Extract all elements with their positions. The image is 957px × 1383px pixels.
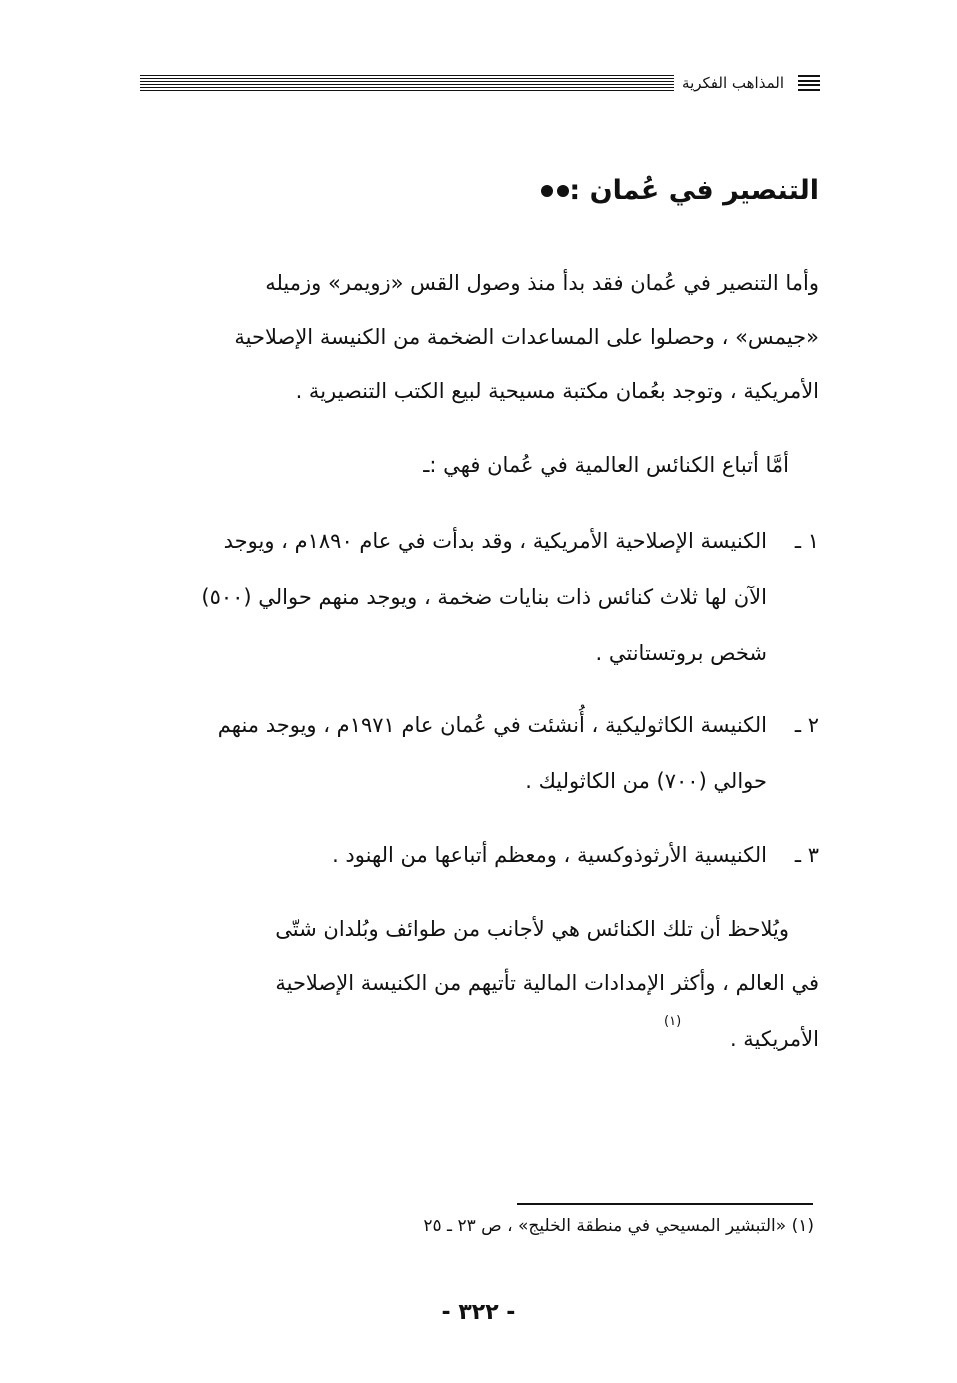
item-number: ٢ ـ: [794, 713, 819, 737]
footnote-rule: [517, 1203, 813, 1205]
note-line-3: الأمريكية .: [729, 1027, 819, 1051]
followers-heading: أمَّا أتباع الكنائس العالمية في عُمان فهي :ـ: [423, 453, 789, 477]
header-lines-icon: [798, 75, 820, 91]
item-1-line-1: الكنيسة الإصلاحية الأمريكية ، وقد بدأت في عام ١٨٩٠م ، ويوجد: [223, 529, 767, 553]
footnote: (١) «التبشير المسيحي في منطقة الخليج» ، ص ٢٣ ـ ٢٥: [423, 1216, 814, 1236]
item-2-line-1: الكنيسة الكاثوليكية ، أُنشئت في عُمان عام ١٩٧١م ، ويوجد منهم: [217, 713, 767, 737]
item-number: ١ ـ: [794, 529, 819, 553]
item-2-line-2: حوالي (٧٠٠) من الكاثوليك .: [525, 769, 767, 793]
item-1-line-2: الآن لها ثلاث كنائس ذات بنايات ضخمة ، ويوجد منهم حوالي (٥٠٠): [201, 585, 767, 609]
item-3-line-1: الكنيسية الأرثوذوكسية ، ومعظم أتباعها من الهنود .: [332, 843, 767, 867]
running-header: [140, 70, 820, 96]
note-line-1: ويُلاحظ أن تلك الكنائس هي لأجانب من طوائف وبُلدان شتّى: [275, 917, 789, 941]
page-number: - ٣٢٢ -: [441, 1300, 516, 1325]
footnote-marker[interactable]: (١): [664, 1014, 682, 1029]
item-1-line-3: شخص بروتستانتي .: [595, 641, 767, 665]
section-heading: [527, 175, 819, 206]
bullet-dots-icon: [541, 185, 569, 197]
section-title: التنصير في عُمان :: [569, 175, 819, 206]
running-title: المذاهب الفكرية: [682, 74, 784, 92]
intro-line-3: الأمريكية ، وتوجد بعُمان مكتبة مسيحية لبيع الكتب التنصيرية .: [295, 379, 819, 403]
header-rule: [140, 75, 674, 91]
intro-line-2: «جيمس» ، وحصلوا على المساعدات الضخمة من الكنيسة الإصلاحية: [234, 325, 819, 349]
item-number: ٣ ـ: [794, 843, 819, 867]
note-line-2: في العالم ، وأكثر الإمدادات المالية تأتيهم من الكنيسة الإصلاحية: [275, 971, 819, 995]
intro-line-1: وأما التنصير في عُمان فقد بدأ منذ وصول القس «زويمر» وزميله: [265, 271, 819, 295]
